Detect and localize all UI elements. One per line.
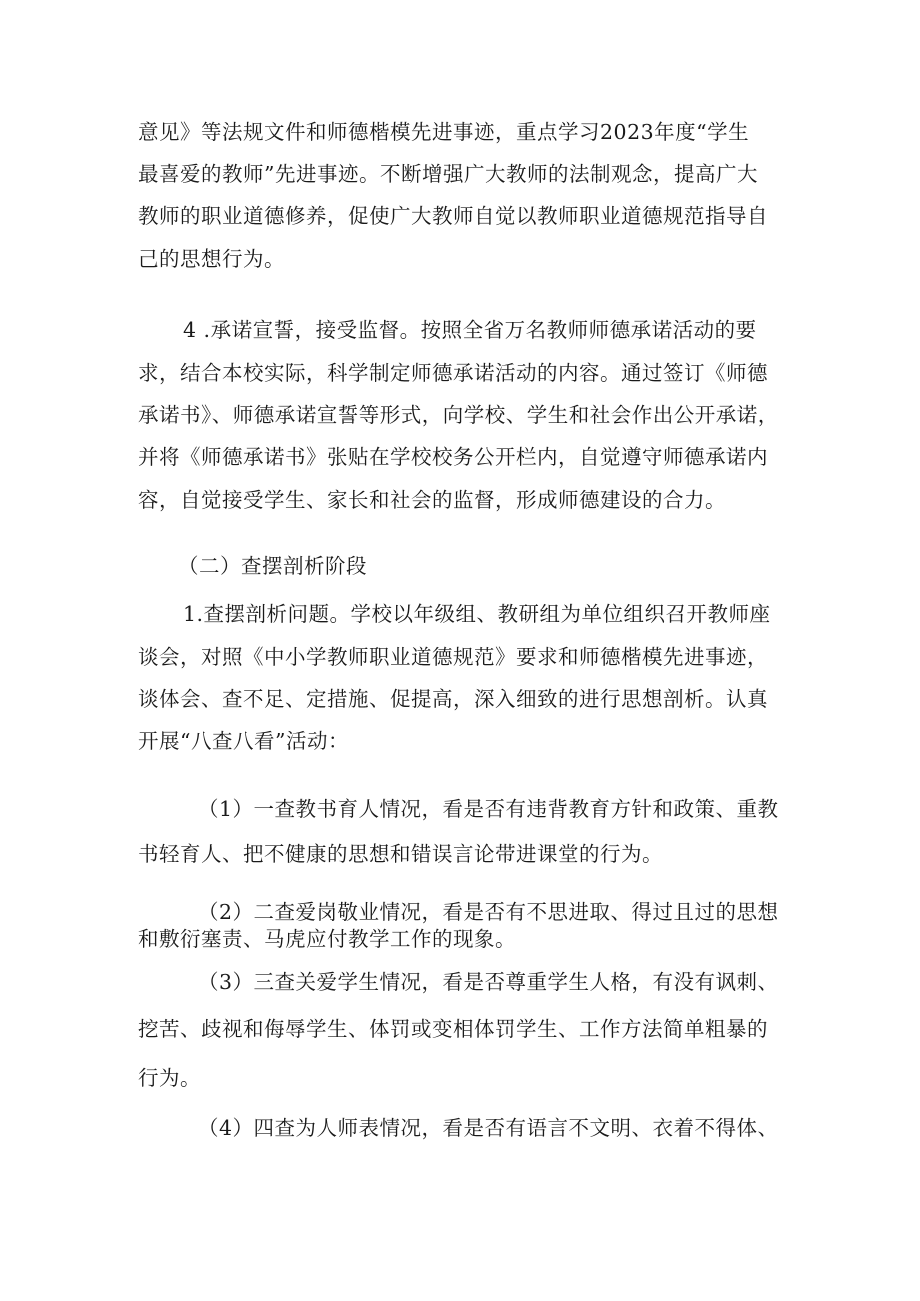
paragraph-1-line-4: 己的思想行为。 — [138, 247, 285, 271]
item-3-line-1: （3）三查关爱学生情况，看是否尊重学生人格，有没有讽刺、 — [198, 970, 779, 994]
paragraph-2-line-3: 承诺书》、师德承诺宣誓等形式，向学校、学生和社会作出公开承诺， — [138, 403, 779, 427]
paragraph-1-line-3: 教师的职业道德修养，促使广大教师自觉以教师职业道德规范指导自 — [138, 204, 768, 228]
paragraph-2-line-5: 容，自觉接受学生、家长和社会的监督，形成师德建设的合力。 — [138, 488, 726, 512]
item-2-line-1: （2）二查爱岗敬业情况，看是否有不思进取、得过且过的思想 — [198, 900, 779, 924]
item-1-line-2: 书轻育人、把不健康的思想和错误言论带进课堂的行为。 — [138, 842, 663, 866]
paragraph-3-line-3: 谈体会、查不足、定措施、促提高，深入细致的进行思想剖析。认真 — [138, 687, 768, 711]
paragraph-1-line-1: 意见》等法规文件和师德楷模先进事迹，重点学习2023年度“学生 — [138, 120, 750, 144]
paragraph-3-line-4: 开展“八查八看”活动： — [138, 729, 349, 753]
item-4-line-1: （4）四查为人师表情况，看是否有语言不文明、衣着不得体、 — [198, 1116, 779, 1140]
paragraph-3-line-2: 谈会，对照《中小学教师职业道德规范》要求和师德楷模先进事迹， — [138, 645, 768, 669]
item-3-line-3: 行为。 — [138, 1066, 201, 1090]
paragraph-2-line-4: 并将《师德承诺书》张贴在学校校务公开栏内，自觉遵守师德承诺内 — [138, 445, 768, 469]
item-3-line-2: 挖苦、歧视和侮辱学生、体罚或变相体罚学生、工作方法简单粗暴的 — [138, 1017, 768, 1041]
paragraph-3-line-1: 1.查摆剖析问题。学校以年级组、教研组为单位组织召开教师座 — [183, 602, 771, 626]
item-2-line-2: 和敷衍塞责、马虎应付教学工作的现象。 — [138, 927, 516, 951]
section-heading: （二）查摆剖析阶段 — [178, 554, 367, 578]
paragraph-2-line-2: 求，结合本校实际，科学制定师德承诺活动的内容。通过签订《师德 — [138, 361, 768, 385]
item-1-line-1: （1）一查教书育人情况，看是否有违背教育方针和政策、重教 — [198, 797, 779, 821]
paragraph-1-line-2: 最喜爱的教师”先进事迹。不断增强广大教师的法制观念，提高广大 — [138, 162, 758, 186]
paragraph-2-line-1: 4 .承诺宣誓，接受监督。按照全省万名教师师德承诺活动的要 — [183, 318, 757, 342]
